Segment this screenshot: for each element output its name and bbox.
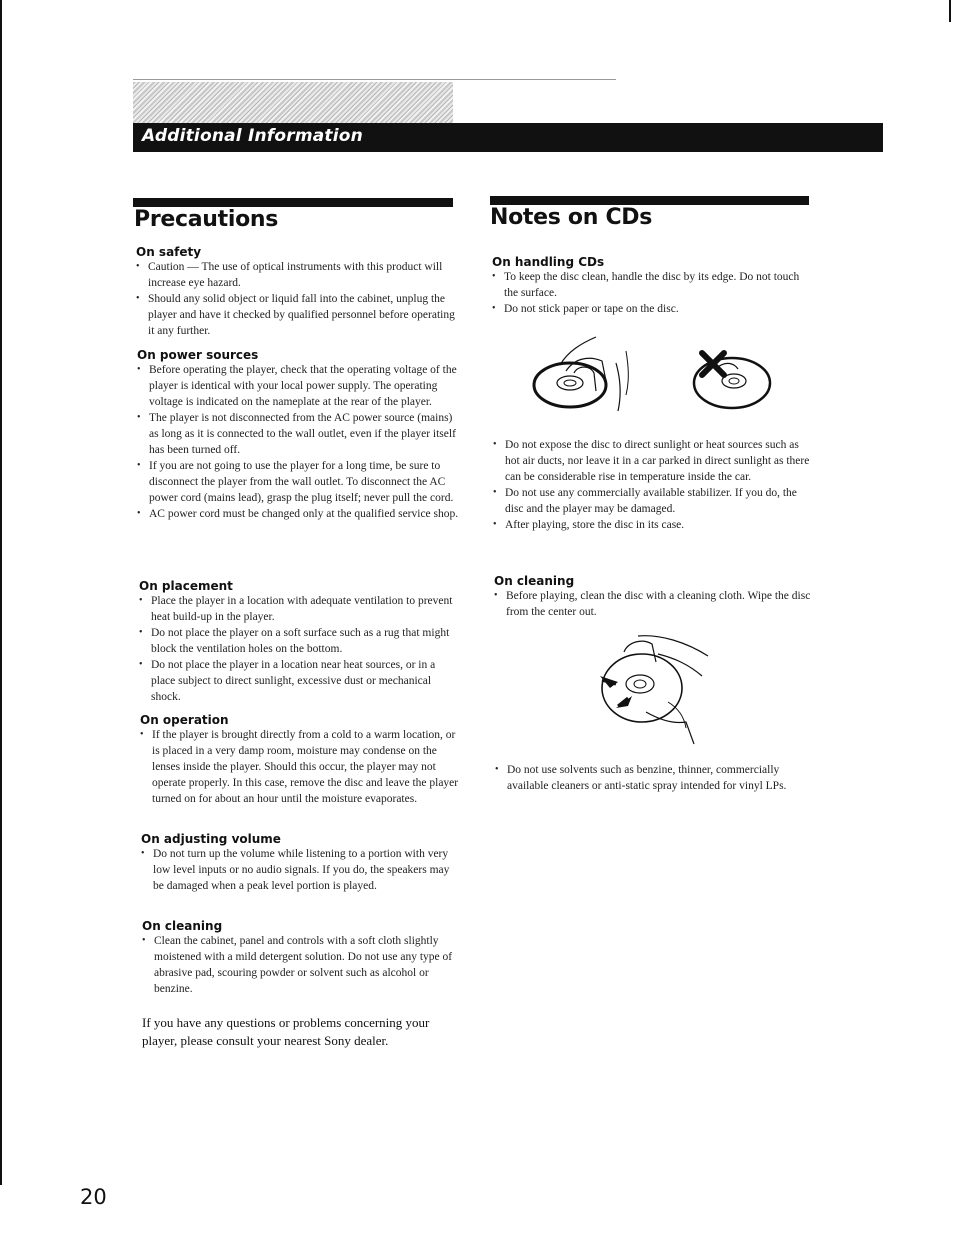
list-item: • If you are not going to use the player for a long time, be sure to disconnect the player from the wall outlet. To disconnect the AC power cord (mains lead), grasp the plug itself; never pull the cord. xyxy=(137,458,461,506)
handling-section xyxy=(492,255,810,317)
operation-list xyxy=(140,727,461,807)
cabinet-cleaning-list xyxy=(142,933,461,997)
list-item: • Caution — The use of optical instruments with this product will increase eye hazard. xyxy=(136,259,461,291)
list-item: • Do not use any commercially available stabilizer. If you do, the disc and the player may be damaged. xyxy=(493,485,811,517)
list-item: • AC power cord must be changed only at the qualified service shop. xyxy=(137,506,461,522)
power-sources-list xyxy=(137,362,461,522)
list-item: • Do not use solvents such as benzine, thinner, commercially available cleaners or anti-static spray intended for vinyl LPs. xyxy=(495,762,813,794)
operation-section xyxy=(140,713,461,807)
handling-list xyxy=(492,269,810,317)
list-item: • Do not turn up the volume while listening to a portion with very low level inputs or no audio signals. If you do, the speakers may be damaged when a peak level portion is played. xyxy=(141,846,461,894)
list-item: • To keep the disc clean, handle the disc by its edge. Do not touch the surface. xyxy=(492,269,810,301)
handling-heading: On handling CDs xyxy=(492,255,605,269)
right-margin-line xyxy=(949,0,951,22)
page-number: 20 xyxy=(80,1185,107,1209)
placement-section xyxy=(139,579,461,705)
adjusting-volume-heading: On adjusting volume xyxy=(141,832,281,846)
disc-cleaning-section xyxy=(494,574,812,620)
header-texture xyxy=(133,82,453,124)
left-margin-line xyxy=(0,0,2,1185)
list-item: • After playing, store the disc in its case. xyxy=(493,517,811,533)
safety-list xyxy=(136,259,461,339)
list-item: • Do not stick paper or tape on the disc. xyxy=(492,301,810,317)
list-item: • Clean the cabinet, panel and controls with a soft cloth slightly moistened with a mild detergent solution. Do not use any type of abrasive pad, scouring powder or solvent such as alcohol or benzine. xyxy=(142,933,461,997)
adjusting-volume-section xyxy=(141,832,461,894)
precautions-rule xyxy=(133,198,453,207)
list-item: • Place the player in a location with adequate ventilation to prevent heat build-up in the player. xyxy=(139,593,461,625)
disc-cleaning-list-continued xyxy=(495,762,813,794)
placement-list xyxy=(139,593,461,705)
handling-list-continued xyxy=(493,437,811,533)
header-rule xyxy=(133,79,616,80)
adjusting-volume-list xyxy=(141,846,461,894)
disc-cleaning-section-continued xyxy=(495,762,813,794)
safety-section xyxy=(136,245,461,339)
power-sources-heading: On power sources xyxy=(137,348,259,362)
disc-cleaning-heading: On cleaning xyxy=(494,574,575,588)
notes-on-cds-rule xyxy=(490,196,809,205)
operation-heading: On operation xyxy=(140,713,229,727)
list-item: • The player is not disconnected from the AC power source (mains) as long as it is connected to the wall outlet, even if the player itself has been turned off. xyxy=(137,410,461,458)
list-item: • Do not expose the disc to direct sunlight or heat sources such as hot air ducts, nor leave it in a car parked in direct sunlight as there can be considerable rise in temperature inside the car. xyxy=(493,437,811,485)
safety-heading: On safety xyxy=(136,245,202,259)
disc-handling-correct-illustration xyxy=(530,333,640,415)
placement-heading: On placement xyxy=(139,579,233,593)
list-item: • If the player is brought directly from a cold to a warm location, or is placed in a very damp room, moisture may condense on the lenses inside the player. Should this occur, the player may not operate properly. In this case, remove the disc and leave the player turned on for about an hour until the moisture evaporates. xyxy=(140,727,461,807)
section-header-bar xyxy=(133,123,883,152)
list-item: • Do not place the player in a location near heat sources, or in a place subject to direct sunlight, excessive dust or mechanical shock. xyxy=(139,657,461,705)
section-header-label: Additional Information xyxy=(142,126,363,146)
disc-handling-incorrect-illustration xyxy=(690,347,774,413)
power-sources-section xyxy=(137,348,461,522)
disc-cleaning-list xyxy=(494,588,812,620)
list-item: • Before playing, clean the disc with a cleaning cloth. Wipe the disc from the center out. xyxy=(494,588,812,620)
handling-section-continued xyxy=(493,437,811,533)
list-item: • Before operating the player, check that the operating voltage of the player is identical with your local power supply. The operating voltage is indicated on the nameplate at the rear of the player. xyxy=(137,362,461,410)
notes-on-cds-title: Notes on CDs xyxy=(490,205,653,230)
disc-cleaning-illustration xyxy=(598,632,710,748)
cabinet-cleaning-heading: On cleaning xyxy=(142,919,223,933)
precautions-title: Precautions xyxy=(134,207,279,232)
list-item: • Do not place the player on a soft surface such as a rug that might block the ventilation holes on the bottom. xyxy=(139,625,461,657)
list-item: • Should any solid object or liquid fall into the cabinet, unplug the player and have it checked by qualified personnel before operating it any further. xyxy=(136,291,461,339)
cabinet-cleaning-section xyxy=(142,919,461,997)
closing-note: If you have any questions or problems concerning your player, please consult your nearest Sony dealer. xyxy=(142,1015,430,1048)
